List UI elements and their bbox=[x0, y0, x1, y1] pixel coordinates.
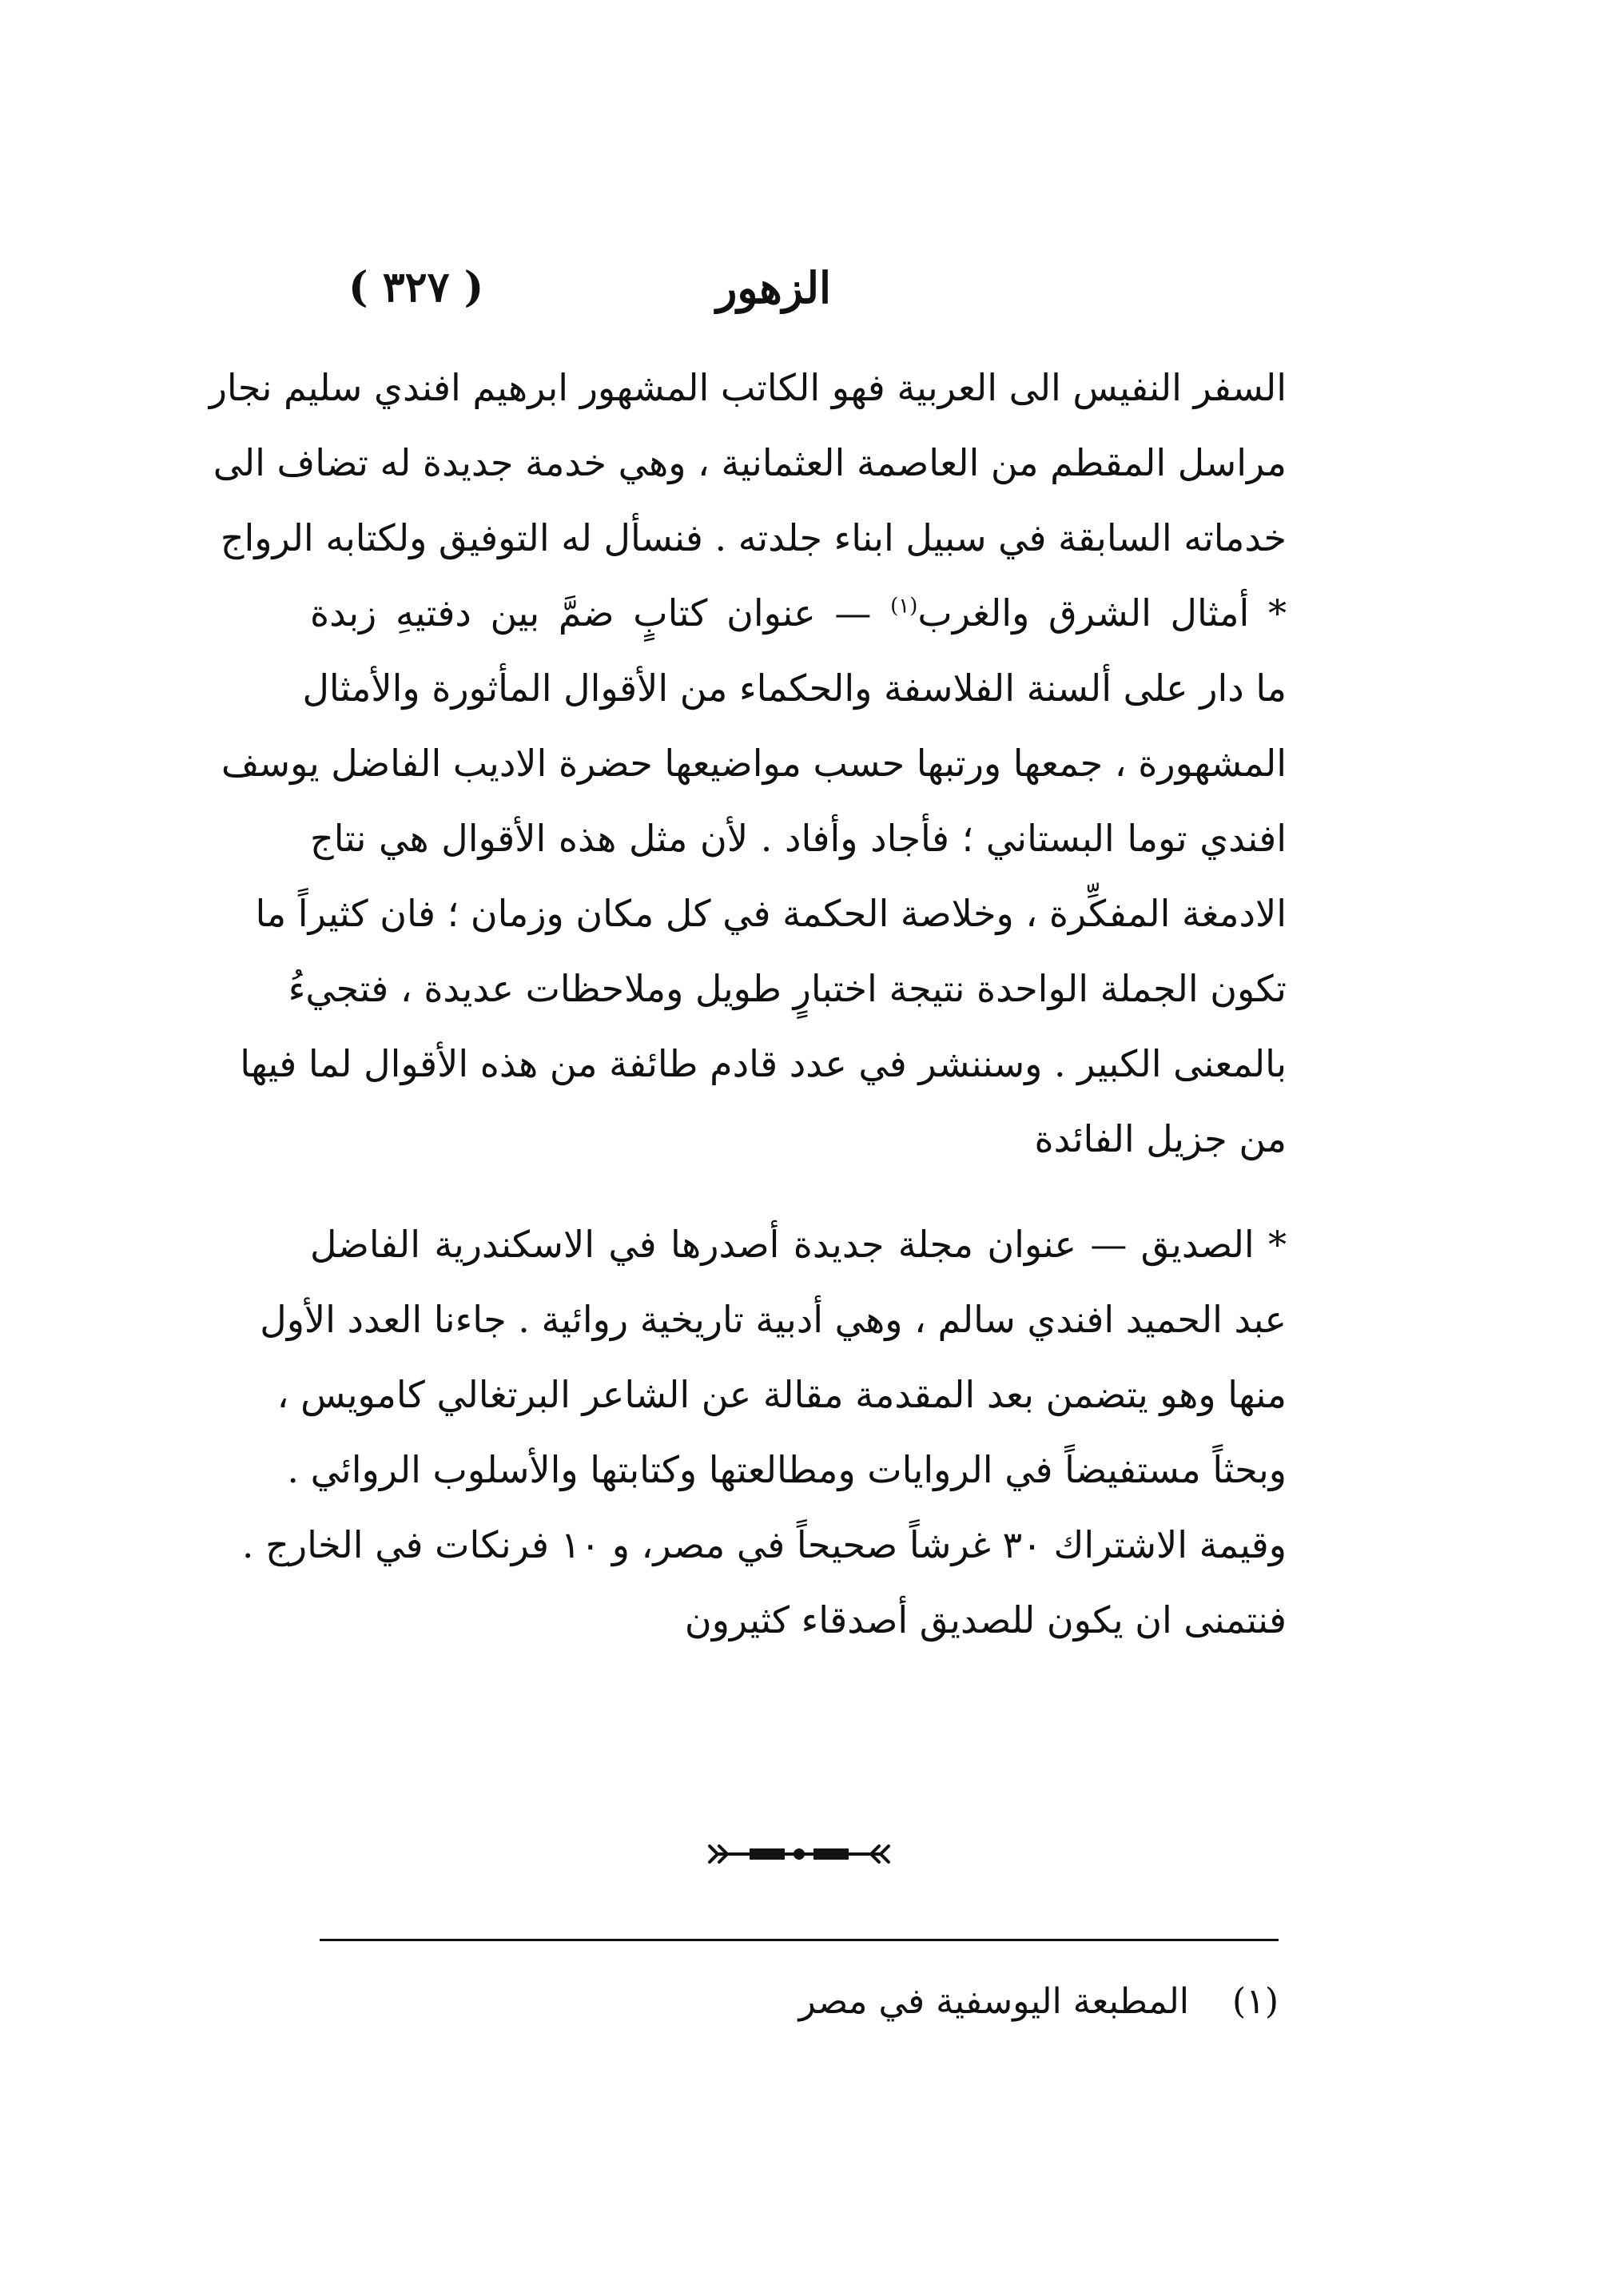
footnote-separator bbox=[320, 1939, 1279, 1941]
text-line: وقيمة الاشتراك ٣٠ غرشاً صحيحاً في مصر، و ١٠ فرنكات في الخارج . bbox=[241, 1523, 1287, 1566]
text-line: منها وهو يتضمن بعد المقدمة مقالة عن الشاعر البرتغالي كامويس ، bbox=[276, 1373, 1287, 1416]
page-header bbox=[320, 252, 1287, 340]
text-line-first bbox=[310, 575, 1287, 651]
text-line: ما دار على ألسنة الفلاسفة والحكماء من الأقوال المأثورة والأمثال bbox=[302, 667, 1287, 710]
paragraph-gap bbox=[310, 1176, 1287, 1207]
text-line: تكون الجملة الواحدة نتيجة اختبارٍ طويل وملاحظات عديدة ، فتجيءُ bbox=[288, 967, 1287, 1010]
text-line: عبد الحميد افندي سالم ، وهي أدبية تاريخية روائية . جاءنا العدد الأول bbox=[260, 1298, 1287, 1341]
paragraph-continuation bbox=[209, 350, 1287, 575]
text-line: افندي توما البستاني ؛ فأجاد وأفاد . لأن مثل هذه الأقوال هي نتاج bbox=[310, 817, 1287, 860]
text-line: السفر النفيس الى العربية فهو الكاتب المشهور ابرهيم افندي سليم نجار bbox=[209, 366, 1287, 409]
text-line: مراسل المقطم من العاصمة العثمانية ، وهي خدمة جديدة له تضاف الى bbox=[213, 441, 1287, 484]
footnote-reference: (١) bbox=[890, 594, 918, 619]
section-ornament bbox=[703, 1838, 895, 1870]
ornament-divider-icon bbox=[703, 1838, 895, 1870]
text-line: * الصديق — عنوان مجلة جديدة أصدرها في الاسكندرية الفاضل bbox=[310, 1223, 1287, 1266]
text-line: بالمعنى الكبير . وسننشر في عدد قادم طائفة من هذه الأقوال لما فيها bbox=[240, 1042, 1287, 1085]
body-text bbox=[209, 350, 1287, 1657]
book-title-lead: * أمثال الشرق والغرب bbox=[917, 591, 1287, 635]
text-line: الادمغة المفكِّرة ، وخلاصة الحكمة في كل مكان وزمان ؛ فان كثيراً ما bbox=[255, 892, 1287, 935]
running-title: الزهور bbox=[716, 262, 831, 313]
paragraph-sadiq bbox=[241, 1207, 1287, 1657]
footnote-mark: (١) bbox=[1232, 1981, 1279, 2022]
page-number: ( ٣٢٧ ) bbox=[348, 263, 484, 312]
footnote bbox=[320, 1966, 1279, 2038]
footnote-text: المطبعة اليوسفية في مصر bbox=[798, 1981, 1190, 2022]
text-line: فنتمنى ان يكون للصديق أصدقاء كثيرون bbox=[684, 1598, 1287, 1641]
text-line: خدماته السابقة في سبيل ابناء جلدته . فنسأل له التوفيق ولكتابه الرواج bbox=[220, 516, 1287, 559]
text-line: من جزيل الفائدة bbox=[1034, 1117, 1287, 1160]
paragraph-amthal bbox=[221, 575, 1287, 1176]
text-line-tail: — عنوان كتابٍ ضمَّ بين دفتيهِ زبدة bbox=[310, 591, 891, 635]
text-line: وبحثاً مستفيضاً في الروايات ومطالعتها وكتابتها والأسلوب الروائي . bbox=[287, 1448, 1287, 1491]
text-line: المشهورة ، جمعها ورتبها حسب مواضيعها حضرة الاديب الفاضل يوسف bbox=[221, 742, 1287, 785]
